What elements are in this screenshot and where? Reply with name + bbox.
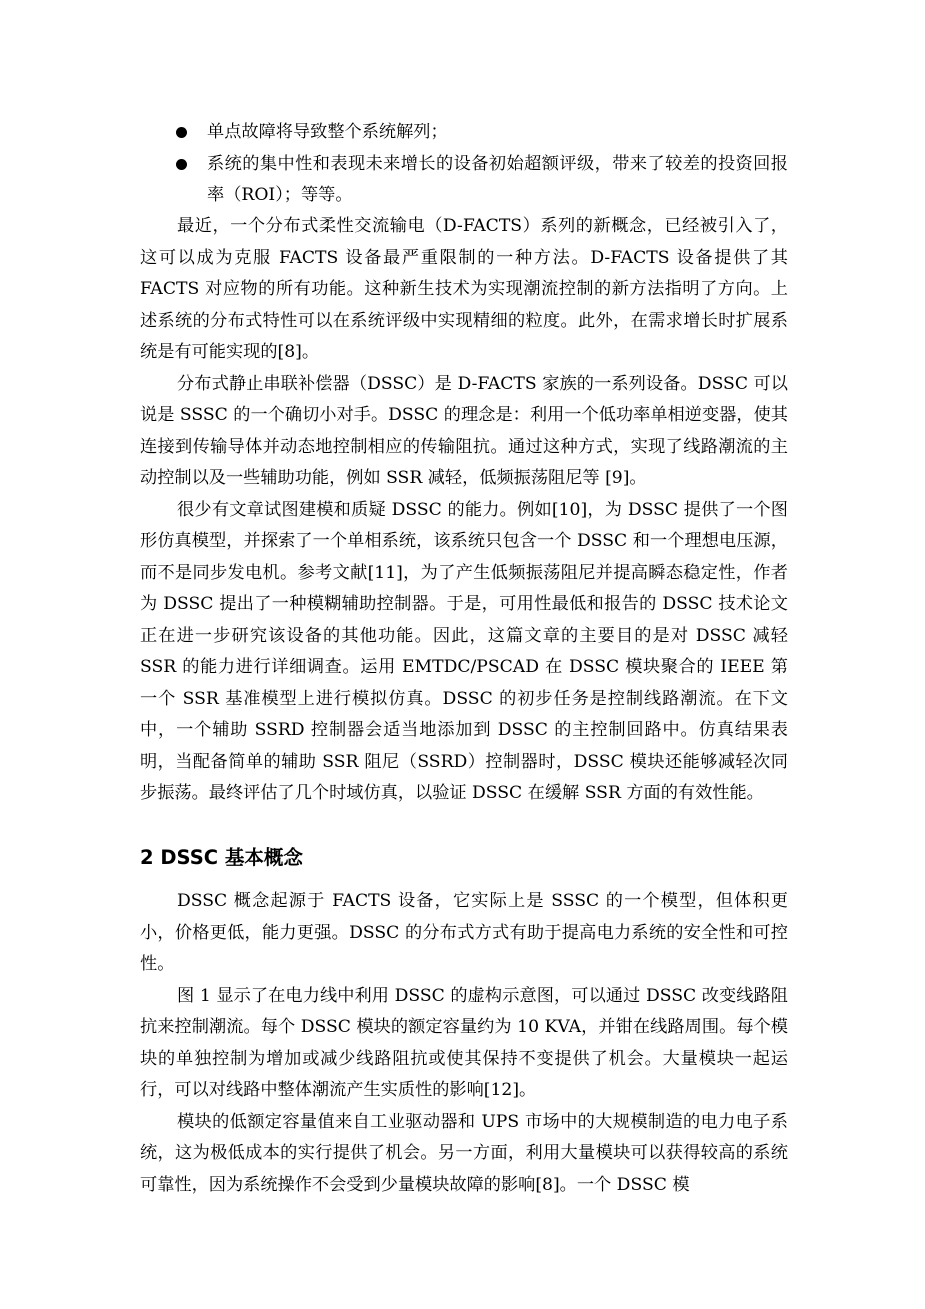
- bullet-text: 单点故障将导致整个系统解列；: [207, 122, 448, 142]
- paragraph: 图 1 显示了在电力线中利用 DSSC 的虚构示意图，可以通过 DSSC 改变线路阻抗来控制潮流。每个 DSSC 模块的额定容量约为 10 KVA，并钳在线路周围。每个模块的单独控制为增加或减少线路阻抗或使其保持不变提供了机会。大量模块一起运行，可以对线路中整体潮流产生实质性的影响[12]。: [140, 985, 788, 1100]
- section-heading: 2 DSSC 基本概念: [140, 846, 303, 869]
- bullet-text: 系统的集中性和表现未来增长的设备初始超额评级，带来了较差的投资回报率（ROI）；等等。: [207, 153, 788, 205]
- section-body: [140, 886, 788, 1201]
- paragraph: DSSC 概念起源于 FACTS 设备，它实际上是 SSSC 的一个模型，但体积更小，价格更低，能力更强。DSSC 的分布式方式有助于提高电力系统的安全性和可控性。: [140, 891, 788, 974]
- paragraph: 很少有文章试图建模和质疑 DSSC 的能力。例如[10]，为 DSSC 提供了一个图形仿真模型，并探索了一个单相系统，该系统只包含一个 DSSC 和一个理想电压源，而不是同步发电机。参考文献[11]，为了产生低频振荡阻尼并提高瞬态稳定性，作者为 DSSC 提出了一种模糊辅助控制器。于是，可用性最低和报告的 DSSC 技术论文正在进一步研究该设备的其他功能。因此，这篇文章的主要目的是对 DSSC 减轻 SSR 的能力进行详细调查。运用 EMTDC/PSCAD 在 DSSC 模块聚合的 IEEE 第一个 SSR 基准模型上进行模拟仿真。DSSC 的初步任务是控制线路潮流。在下文中，一个辅助 SSRD 控制器会适当地添加到 DSSC 的主控制回路中。仿真结果表明，当配备简单的辅助 SSR 阻尼（SSRD）控制器时，DSSC 模块还能够减轻次同步振荡。最终评估了几个时域仿真，以验证 DSSC 在缓解 SSR 方面的有效性能。: [140, 499, 788, 803]
- paragraph: 最近，一个分布式柔性交流输电（D-FACTS）系列的新概念，已经被引入了，这可以成为克服 FACTS 设备最严重限制的一种方法。D-FACTS 设备提供了其 FACTS 对应物的所有功能。这种新生技术为实现潮流控制的新方法指明了方向。上述系统的分布式特性可以在系统评级中实现精细的粒度。此外，在需求增长时扩展系统是有可能实现的[8]。: [140, 216, 788, 362]
- bullet-dot-icon: [176, 159, 187, 170]
- paragraph: 分布式静止串联补偿器（DSSC）是 D-FACTS 家族的一系列设备。DSSC 可以说是 SSSC 的一个确切小对手。DSSC 的理念是：利用一个低功率单相逆变器，使其连接到传输导体并动态地控制相应的传输阻抗。通过这种方式，实现了线路潮流的主动控制以及一些辅助功能，例如 SSR 减轻，低频振荡阻尼等 [9]。: [140, 373, 788, 488]
- bullet-dot-icon: [176, 127, 187, 138]
- intro-body: [140, 211, 788, 810]
- bullet-list: [140, 117, 788, 212]
- list-item: [140, 117, 788, 149]
- list-item: [140, 149, 788, 212]
- paragraph: 模块的低额定容量值来自工业驱动器和 UPS 市场中的大规模制造的电力电子系统，这为极低成本的实行提供了机会。另一方面，利用大量模块可以获得较高的系统可靠性，因为系统操作不会受到少量模块故障的影响[8]。一个 DSSC 模: [140, 1111, 788, 1195]
